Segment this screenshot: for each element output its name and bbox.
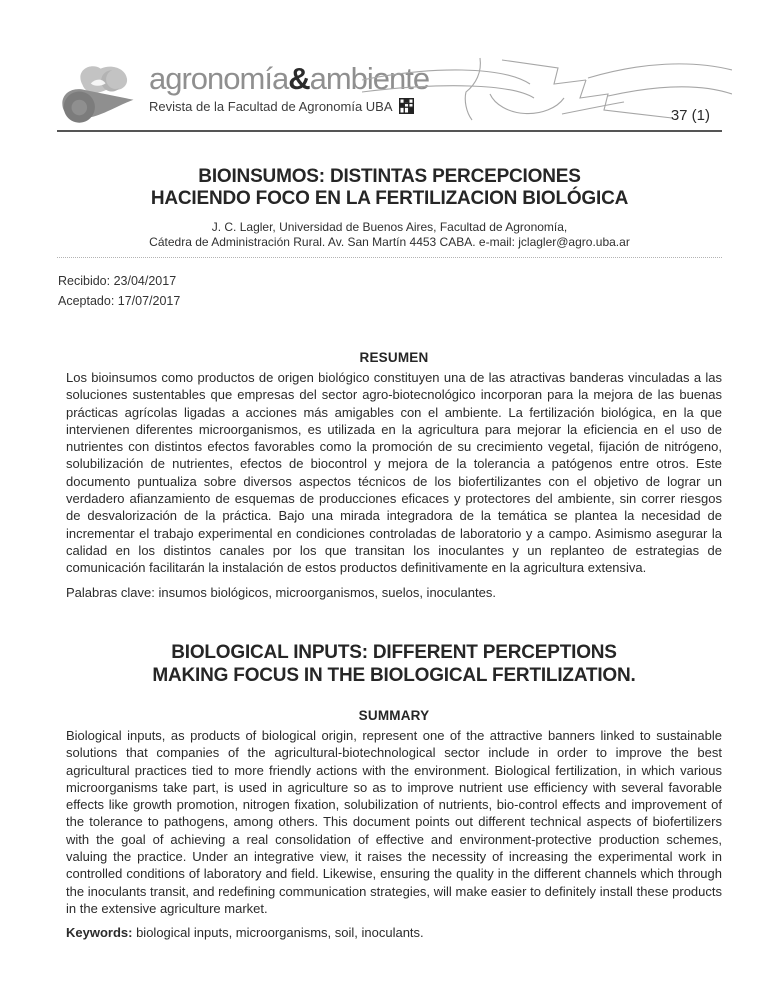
- palabras-clave-text: insumos biológicos, microorganismos, suelos, inoculantes.: [154, 584, 496, 600]
- journal-name-ampersand: &: [288, 61, 310, 96]
- summary-heading: SUMMARY: [358, 708, 430, 723]
- authors-line1: J. C. Lagler, Universidad de Buenos Aires, Facultad de Agronomía,: [211, 220, 568, 234]
- journal-name-tail: ambiente: [309, 61, 430, 96]
- dotted-divider: [57, 257, 722, 258]
- palabras-clave-line: [66, 585, 722, 600]
- journal-name-main: agronomía: [149, 61, 289, 96]
- keywords-line: [66, 925, 722, 940]
- journal-logo-icon: [57, 62, 143, 131]
- palabras-clave-label: Palabras clave:: [66, 584, 155, 600]
- journal-header: [57, 61, 722, 132]
- uba-crest-icon: [399, 98, 414, 114]
- submission-dates: [58, 271, 180, 311]
- received-date-line: [58, 271, 180, 291]
- accepted-date-line: [58, 291, 180, 311]
- accepted-label: Aceptado:: [58, 294, 115, 308]
- resumen-heading: RESUMEN: [359, 350, 429, 365]
- keywords-text: biological inputs, microorganisms, soil, inoculants.: [132, 925, 424, 941]
- journal-name: [149, 61, 430, 96]
- authors-affiliation: [57, 220, 722, 250]
- journal-subtitle: Revista de la Facultad de Agronomía UBA: [149, 98, 393, 114]
- issue-number: 37 (1): [670, 107, 710, 124]
- authors-line2: Cátedra de Administración Rural. Av. San Martín 4453 CABA. e-mail: jclagler@agro.uba.ar: [149, 235, 630, 249]
- article-title-es: [57, 166, 722, 210]
- keywords-label: Keywords:: [66, 925, 133, 941]
- summary-body: Biological inputs, as products of biological origin, represent one of the attractive banners linked to sustainable solutions that companies of the agricultural-biotechnological sector include in order to improve the best agricultural practices tied to more friendly actions with the environment. Biological fertilization, in which various microorganisms take part, is used in agriculture so as to improve nutrient use efficiency with several favorable effects like growth promotion, nitrogen fixation, solubilization of nutrients, bio-control effects and improvement of the tolerance to pathogens, among others. This document points out different technical aspects of biofertilizers with the goal of achieving a real consolidation of effective and environment-protective production schemes, valuing the practice. Under an integrative view, it raises the necessity of increasing the experimental work in controlled conditions of laboratory and field. Likewise, ensuring the quality in the different channels which through the inoculants transit, and redefining communication strategies, will make easier to definitely install these products in the extensive agriculture market.: [66, 728, 722, 916]
- accepted-value: 17/07/2017: [114, 294, 181, 308]
- article-title-es-line2: HACIENDO FOCO EN LA FERTILIZACION BIOLÓGICA: [150, 188, 629, 209]
- resumen-body: Los bioinsumos como productos de origen biológico constituyen una de las atractivas banderas vinculadas a las soluciones sustentables que empresas del sector agro-biotecnológico incorporan para la mejora de las buenas prácticas agrícolas ligadas a acciones más amigables con el ambiente. La fertilización biológica, en la que intervienen diferentes microorganismos, es utilizada en la agricultura para mejorar la eficiencia en el uso de nutrientes con distintos efectos favorables como la promoción de su crecimiento vegetal, fijación de nitrógeno, solubilización de nutrientes, efectos de biocontrol y mejora de la tolerancia a patógenos entre otros. Este documento puntualiza sobre diversos aspectos técnicos de los biofertilizantes con el objetivo de lograr un verdadero afianzamiento de esquemas de producciones eficaces y protectores del ambiente, sin correr riesgos de desvalorización de la práctica. Bajo una mirada integradora de la temática se plantea la necesidad de incrementar el trabajo experimental en condiciones controladas de laboratorio y a campo. Asimismo asegurar la calidad en los distintos canales por los que transitan los inoculantes y un replanteo de estrategias de comunicación facilitarán la instalación de estos productos definitivamente en la agricultura extensiva.: [66, 370, 722, 576]
- article-title-en-line1: BIOLOGICAL INPUTS: DIFFERENT PERCEPTIONS: [171, 642, 617, 663]
- received-value: 23/04/2017: [110, 274, 177, 288]
- article-title-en: [66, 641, 722, 687]
- article-title-es-line1: BIOINSUMOS: DISTINTAS PERCEPCIONES: [198, 166, 581, 187]
- title-block: [57, 144, 722, 258]
- resumen-section: [66, 350, 722, 600]
- received-label: Recibido:: [58, 274, 111, 288]
- article-title-en-line2: MAKING FOCUS IN THE BIOLOGICAL FERTILIZATION.: [152, 665, 636, 686]
- summary-section: [66, 708, 722, 940]
